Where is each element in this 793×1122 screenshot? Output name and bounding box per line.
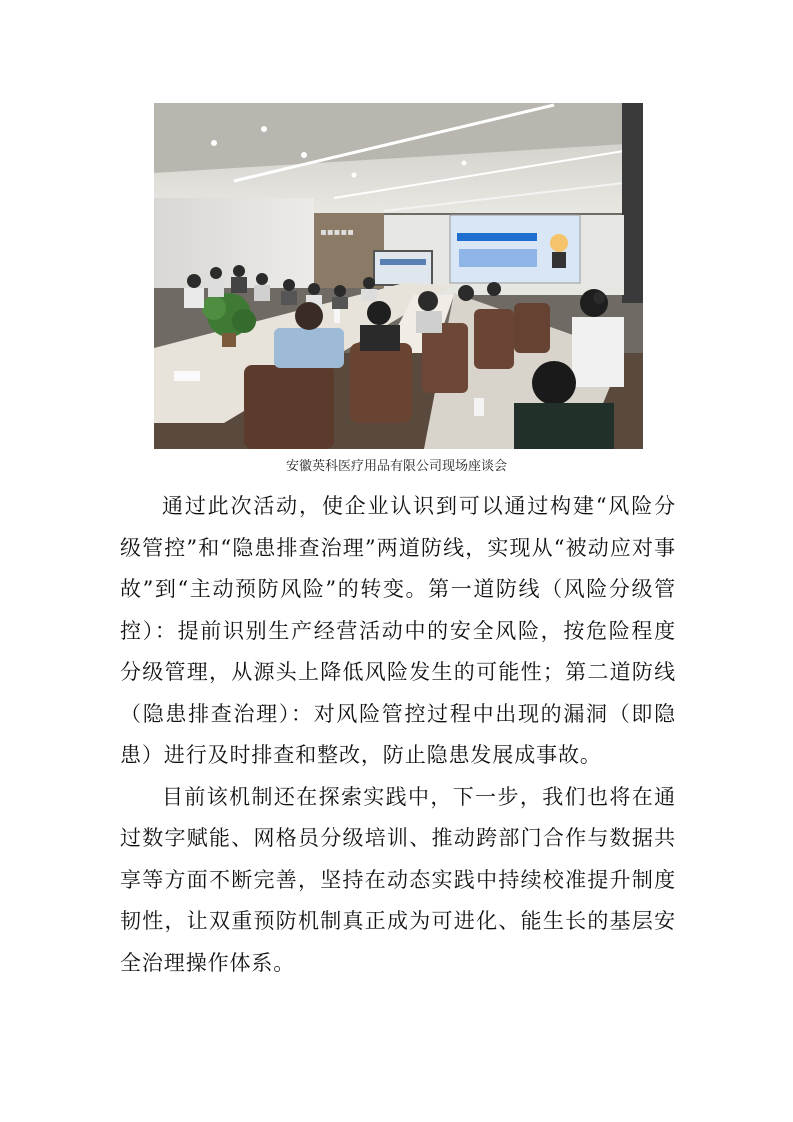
paragraph: 目前该机制还在探索实践中，下一步，我们也将在通过数字赋能、网格员分级培训、推动跨部门合作与数据共享等方面不断完善，坚持在动态实践中持续校准提升制度韧性，让双重预防机制真正成为可进化、能生长的基层安全治理操作体系。 xyxy=(120,784,676,975)
paragraph: 通过此次活动，使企业认识到可以通过构建“风险分级管控”和“隐患排查治理”两道防线，实现从“被动应对事故”到“主动预防风险”的转变。第一道防线（风险分级管控）：提前识别生产经营活动中的安全风险，按危险程度分级管理，从源头上降低风险发生的可能性；第二道防线（隐患排查治理）：对风险管控过程中出现的漏洞（即隐患）进行及时排查和整改，防止隐患发展成事故。 xyxy=(120,494,676,767)
body-text xyxy=(120,486,676,984)
meeting-photo-drawing xyxy=(154,103,643,449)
svg-text:▪▪▪▪▪: ▪▪▪▪▪ xyxy=(320,227,354,238)
photo-caption: 安徽英科医疗用品有限公司现场座谈会 xyxy=(285,459,507,474)
meeting-photo xyxy=(154,103,643,449)
